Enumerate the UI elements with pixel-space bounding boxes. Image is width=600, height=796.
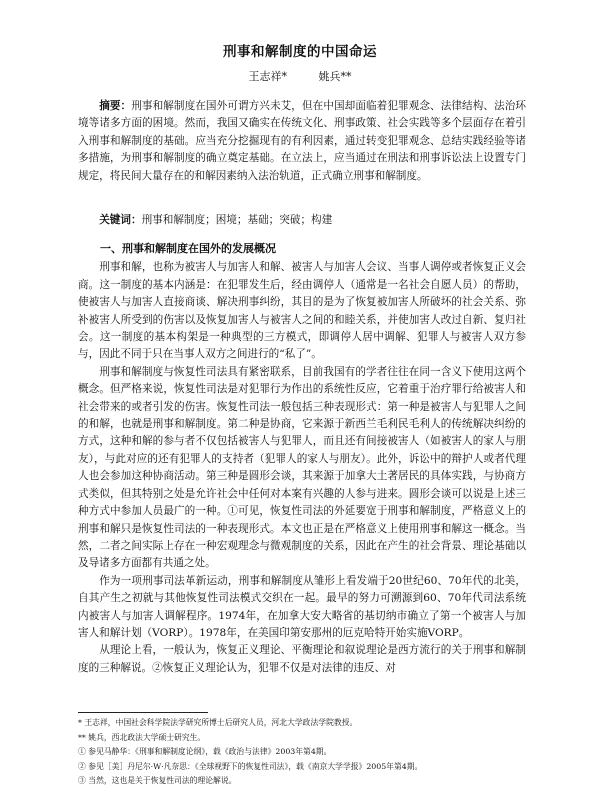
body-paragraph: 从理论上看，一般认为，恢复正义理论、平衡理论和叙说理论是西方流行的关于刑事和解制度的三种解说。②恢复正义理论认为，犯罪不仅是对法律的违反、对 xyxy=(78,644,526,674)
keywords xyxy=(78,212,526,229)
main-body xyxy=(78,232,526,677)
section-heading: 一、刑事和解制度在国外的发展概况 xyxy=(100,242,276,255)
footnote: ② 参见［美］丹尼尔·W·凡奈思：《全球视野下的恢复性司法》，载《南京大学学报》2005年第4期。 xyxy=(78,761,423,771)
abstract-label: 摘要： xyxy=(99,100,132,112)
footnote: ③ 当然，这也是关于恢复性司法的理论解说。 xyxy=(78,776,237,786)
keywords-text: 刑事和解制度；困境；基础；突破；构建 xyxy=(141,214,333,226)
footnotes xyxy=(78,716,526,789)
body-paragraph: 刑事和解，也称为被害人与加害人和解、被害人与加害人会议、当事人调停或者恢复正义会商。这一制度的基本内涵是：在犯罪发生后，经由调停人（通常是一名社会自愿人员）的帮助，使被害人与加害人直接商谈、解决刑事纠纷，其目的是为了恢复被加害人所破坏的社会关系、弥补被害人所受到的伤害以及恢复加害人与被害人之间的和睦关系，并使加害人改过自新、复归社会。这一制度的基本构架是一种典型的三方模式，即调停人居中调解、犯罪人与被害人双方参与，因此不同于只在当事人双方之间进行的“私了”。 xyxy=(78,261,526,361)
footnote: ** 姚兵，西北政法大学硕士研究生。 xyxy=(78,732,206,742)
keywords-label: 关键词： xyxy=(99,214,142,226)
author-name: 王志祥* xyxy=(248,70,287,83)
paper-title: 刑事和解制度的中国命运 xyxy=(223,44,377,60)
footnote: * 王志祥，中国社会科学院法学研究所博士后研究人员，河北大学政法学院教授。 xyxy=(78,718,358,727)
footnote-divider xyxy=(78,712,208,713)
abstract xyxy=(78,98,526,185)
author-line xyxy=(0,68,600,84)
body-paragraph: 刑事和解制度与恢复性司法具有紧密联系，目前我国有的学者往往在同一含义下使用这两个概念。但严格来说，恢复性司法是对犯罪行为作出的系统性反应，它着重于治疗罪行给被害人和社会带来的或者引发的伤害。恢复性司法一般包括三种表现形式：第一种是被害人与犯罪人之间的和解，也就是刑事和解制度。第二种是协商，它来源于新西兰毛利民毛利人的传统解决纠纷的方式，这种和解的参与者不仅包括被害人与犯罪人，而且还有间接被害人（如被害人的家人与朋友），与此对应的还有犯罪人的支持者（犯罪人的家人与朋友）。此外，诉讼中的辩护人或者代理人也会参加这种协商活动。第三种是圆形会谈，其来源于加拿大土著居民的具体实践，与协商方式类似，但其特别之处是允许社会中任何对本案有兴趣的人参与进来。圆形会谈可以说是上述三种方式中参加人员最广的一种。①可见，恢复性司法的外延要宽于刑事和解制度，严格意义上的刑事和解只是恢复性司法的一种表现形式。本文也正是在严格意义上使用刑事和解这一概念。当然，二者之间实际上存在一种宏观理念与微观制度的关系，因此在产生的社会背景、理论基础以及导诸多方面都有共通之处。 xyxy=(78,365,526,570)
body-paragraph: 作为一项刑事司法革新运动，刑事和解制度从雏形上看发端于20世纪60、70年代的北美，自其产生之初就与其他恢复性司法模式交织在一起。最早的努力可溯源到60、70年代司法系统内被害人与加害人调解程序。1974年，在加拿大安大略省的基切纳市确立了第一个被害人与加害人和解计划（VORP）。1978年，在美国印第安那州的厄克哈特开始实施VORP。 xyxy=(78,574,526,639)
abstract-text: 刑事和解制度在国外可谓方兴未艾，但在中国却面临着犯罪观念、法律结构、法治环境等诸多方面的困境。然而，我国又确实在传统文化、刑事政策、社会实践等多个层面存在着引入刑事和解制度的基础。应当充分挖掘现有的有利因素，通过转变犯罪观念、总结实践经验等诸多措施，为刑事和解制度的确立奠定基础。在立法上，应当通过在刑法和刑事诉讼法上设置专门规定，将民间大量存在的和解因素纳入法治轨道，正式确立刑事和解制度。 xyxy=(78,100,527,182)
footnote: ① 参见马静华：《刑事和解制度论纲》，载《政治与法律》2003年第4期。 xyxy=(78,747,332,757)
author-name: 姚兵** xyxy=(318,70,352,83)
